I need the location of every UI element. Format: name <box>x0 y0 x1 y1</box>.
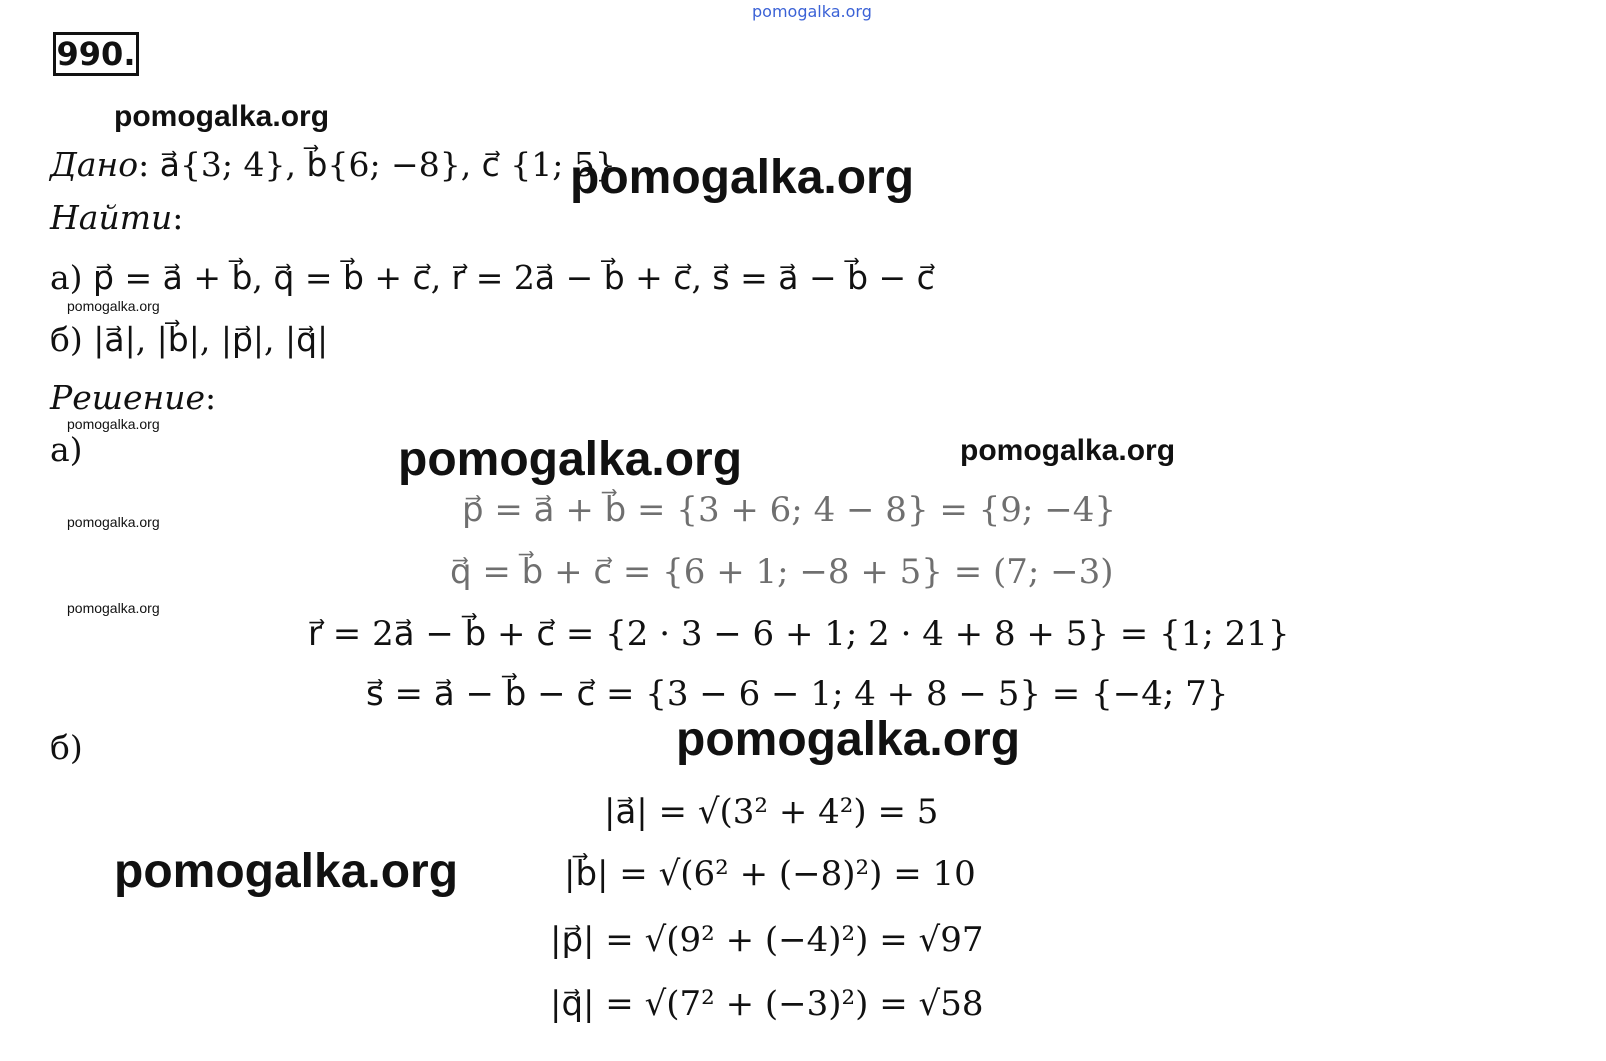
find-line <box>50 198 183 238</box>
formula-s: s⃗ = a⃗ − b⃗ − c⃗ = {3 − 6 − 1; 4 + 8 − 5} = {−4; 7} <box>366 674 1229 714</box>
find-part-a: а) p⃗ = a⃗ + b⃗, q⃗ = b⃗ + c⃗, r⃗ = 2a⃗ − b⃗ + c⃗, s⃗ = a⃗ − b⃗ − c⃗ <box>50 258 935 297</box>
formula-p: p⃗ = a⃗ + b⃗ = {3 + 6; 4 − 8} = {9; −4} <box>462 490 1116 530</box>
watermark: pomogalka.org <box>114 845 459 898</box>
watermark: pomogalka.org <box>570 151 915 204</box>
watermark: pomogalka.org <box>67 298 160 314</box>
watermark: pomogalka.org <box>960 434 1176 467</box>
find-part-b: б) |a⃗|, |b⃗|, |p⃗|, |q⃗| <box>50 320 329 359</box>
solution-colon: : <box>205 378 217 417</box>
formula-q: q⃗ = b⃗ + c⃗ = {6 + 1; −8 + 5} = (7; −3) <box>450 552 1114 592</box>
find-label: Найти <box>50 198 173 237</box>
part-a-label: а) <box>50 430 83 469</box>
watermark: pomogalka.org <box>67 416 160 432</box>
formula-abs-b: |b⃗| = √(6² + (−8)²) = 10 <box>564 854 976 894</box>
given-vectors: : a⃗{3; 4}, b⃗{6; −8}, c⃗ {1; 5} <box>138 145 616 184</box>
watermark: pomogalka.org <box>114 100 330 133</box>
formula-r: r⃗ = 2a⃗ − b⃗ + c⃗ = {2 · 3 − 6 + 1; 2 · 4 + 8 + 5} = {1; 21} <box>308 614 1290 654</box>
watermark: pomogalka.org <box>676 713 1021 766</box>
watermark: pomogalka.org <box>67 600 160 616</box>
watermark: pomogalka.org <box>398 433 743 486</box>
solution-line <box>50 378 216 418</box>
formula-abs-q: |q⃗| = √(7² + (−3)²) = √58 <box>550 984 984 1024</box>
find-colon: : <box>172 198 184 237</box>
problem-number: 990. <box>53 32 139 76</box>
site-link[interactable]: pomogalka.org <box>752 2 872 21</box>
part-b-label: б) <box>50 728 83 767</box>
formula-abs-a: |a⃗| = √(3² + 4²) = 5 <box>604 792 939 832</box>
formula-abs-p: |p⃗| = √(9² + (−4)²) = √97 <box>550 920 984 960</box>
given-line <box>50 145 616 185</box>
solution-label: Решение <box>50 378 206 417</box>
watermark: pomogalka.org <box>67 514 160 530</box>
given-label: Дано <box>50 145 139 184</box>
